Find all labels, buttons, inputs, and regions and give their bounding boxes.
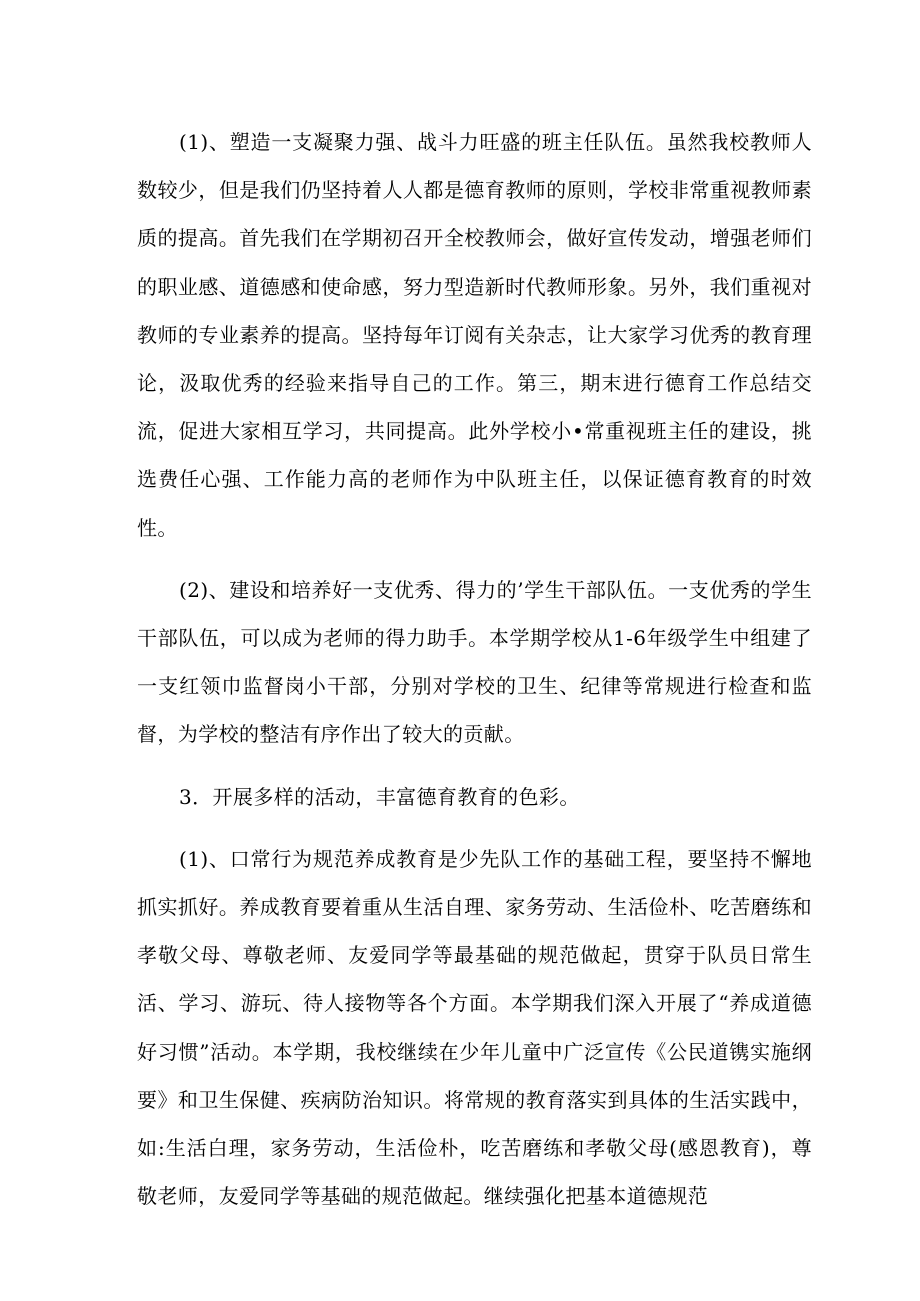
- paragraph-team-building: (1)、塑造一支凝聚力强、战斗力旺盛的班主任队伍。虽然我校教师人数较少，但是我们仍坚持着人人都是德育教师的原则，学校非常重视教师素质的提高。首先我们在学期初召开全校教师会，做好宣传发动，增强老师们的职业感、道德感和使命感，努力型造新时代教师形象。另外，我们重视对教师的专业素养的提高。坚持每年订阅有关杂志，让大家学习优秀的教育理论，汲取优秀的经验来指导自己的工作。第三，期末进行德育工作总结交流，促进大家相互学习，共同提高。此外学校小•常重视班主任的建设，挑选费任心强、工作能力高的老师作为中队班主任，以保证德育教育的时效性。: [137, 130, 812, 540]
- section-heading-activities: 3．开展多样的活动，丰富德育教育的色彩。: [179, 784, 580, 809]
- paragraph-student-cadres: (2)、建设和培养好一支优秀、得力的’学生干部队伍。一支优秀的学生干部队伍，可以成为老师的得力助手。本学期学校从1-6年级学生中组建了一支红领巾监督岗小干部，分别对学校的卫生、纪律等常规进行检查和监督，为学校的整洁有序作出了较大的贡献。: [137, 577, 812, 747]
- paragraph-habit-education: (1)、口常行为规范养成教育是少先队工作的基础工程，要坚持不懈地抓实抓好。养成教育要着重从生活自理、家务劳动、生活俭朴、吃苦磨练和孝敬父母、尊敬老师、友爱同学等最基础的规范做起，贯穿于队员日常生活、学习、游玩、待人接物等各个方面。本学期我们深入开展了“养成道德好习惯”活动。本学期，我校继续在少年儿童中广泛宣传《公民道镌实施纲要》和卫生保健、疾病防治知识。将常规的教育落实到具体的生活实践中，如:生活白理，家务劳动，生活俭朴，吃苦磨练和孝敬父母(感恩教育)，尊敬老师，友爱同学等基础的规范做起。继续强化把基本道德规范: [137, 846, 812, 1209]
